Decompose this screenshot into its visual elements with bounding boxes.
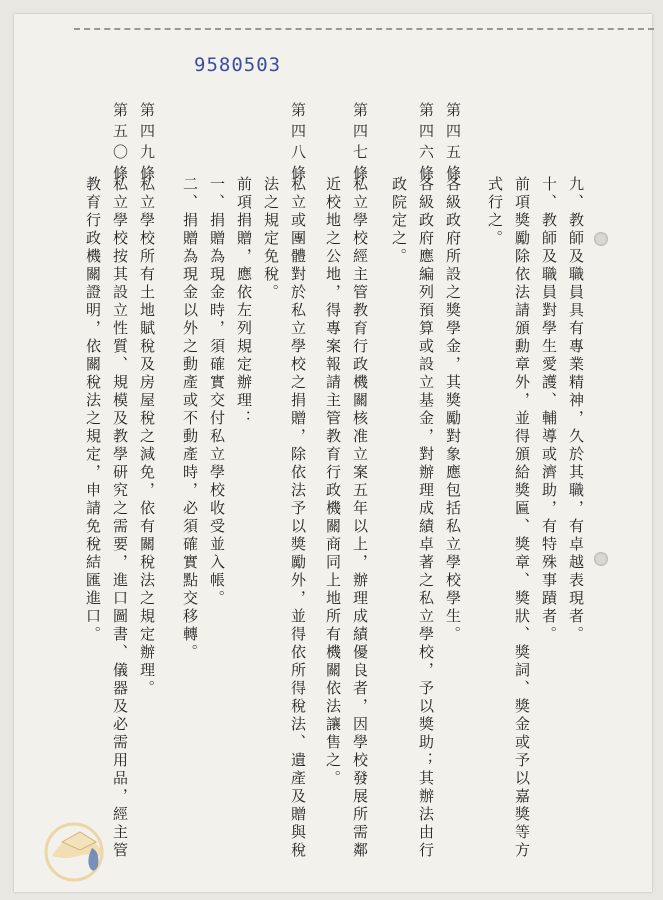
document-number: 9580503	[194, 54, 282, 76]
document-page	[14, 14, 652, 892]
text-line-2: 十、教師及職員對學生愛護、輔導或濟助，有特殊事蹟者。	[540, 176, 558, 644]
text-line-4: 式行之。	[486, 176, 504, 248]
article-label-47: 第四七條	[351, 102, 369, 186]
top-dashed-rule	[74, 28, 654, 30]
article-label-50: 第五〇條	[111, 102, 129, 186]
text-line-6: 各級政府應編列預算或設立基金，對辦理成績卓著之私立學校，予以獎助；其辦法由行	[417, 176, 435, 860]
article-label-45: 第四五條	[444, 102, 462, 186]
text-line-15: 私立學校所有土地賦稅及房屋稅之減免，依有關稅法之規定辦理。	[138, 176, 156, 698]
text-line-13: 一、捐贈為現金時，須確實交付私立學校收受並入帳。	[208, 176, 226, 608]
text-line-16: 私立學校按其設立性質、規模及教學研究之需要，進口圖書、儀器及必需用品，經主管	[111, 176, 129, 860]
text-line-11: 法之規定免稅。	[262, 176, 280, 302]
article-label-49: 第四九條	[138, 102, 156, 186]
text-line-7: 政院定之。	[390, 176, 408, 266]
punch-hole-bottom	[594, 552, 608, 566]
text-line-12: 前項捐贈，應依左列規定辦理：	[235, 176, 253, 428]
archive-logo	[34, 812, 124, 884]
text-line-10: 私立或團體對於私立學校之捐贈，除依法予以獎勵外，並得依所得稅法、遺產及贈與稅	[289, 176, 307, 860]
text-line-9: 近校地之公地，得專案報請主管教育行政機關商同上地所有機關依法讓售之。	[324, 176, 342, 788]
text-line-1: 九、教師及職員具有專業精神，久於其職，有卓越表現者。	[567, 176, 585, 644]
article-label-46: 第四六條	[417, 102, 435, 186]
article-label-48: 第四八條	[289, 102, 307, 186]
text-line-14: 二、捐贈為現金以外之動產或不動產時，必須確實點交移轉。	[181, 176, 199, 662]
text-line-5: 各級政府所設之獎學金，其獎勵對象應包括私立學校學生。	[444, 176, 462, 644]
text-line-8: 私立學校經主管教育行政機關核准立案五年以上，辦理成績優良者，因學校發展所需鄰	[351, 176, 369, 860]
punch-hole-top	[594, 232, 608, 246]
text-line-3: 前項獎勵除依法請頒勳章外，並得頒給獎匾、獎章、獎狀、獎詞、獎金或予以嘉獎等方	[513, 176, 531, 860]
text-line-17: 教育行政機關證明，依關稅法之規定，申請免稅結匯進口。	[84, 176, 102, 644]
